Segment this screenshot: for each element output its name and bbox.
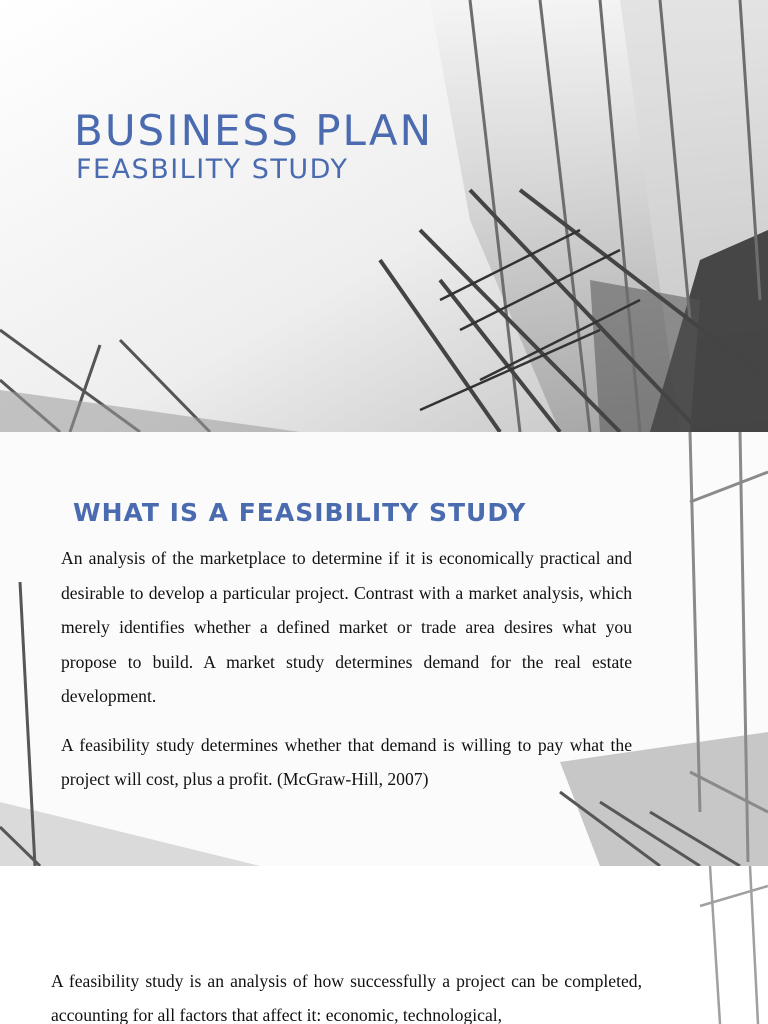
slide-title: BUSINESS PLAN (74, 106, 434, 155)
analysis-paragraph: A feasibility study is an analysis of how successfully a project can be completed, accounting for all factors that affect it: economic, technological, (51, 971, 642, 1024)
title-slide (0, 0, 768, 432)
analysis-slide (0, 866, 768, 1024)
feasibility-paragraph: A feasibility study determines whether that demand is willing to pay what the project will cost, plus a profit. (McGraw-Hill, 2007) (61, 735, 632, 789)
definition-slide (0, 432, 768, 866)
building-background-image (0, 0, 768, 432)
definition-paragraph: An analysis of the marketplace to determine if it is economically practical and desirable to develop a particular project. Contrast with a market analysis, which merely identifies whether a defined market or trade area desires what you propose to build. A market study determines demand for the real estate development. (61, 548, 632, 706)
slide-subtitle: FEASBILITY STUDY (76, 154, 349, 185)
section-heading: WHAT IS A FEASIBILITY STUDY (73, 498, 527, 527)
